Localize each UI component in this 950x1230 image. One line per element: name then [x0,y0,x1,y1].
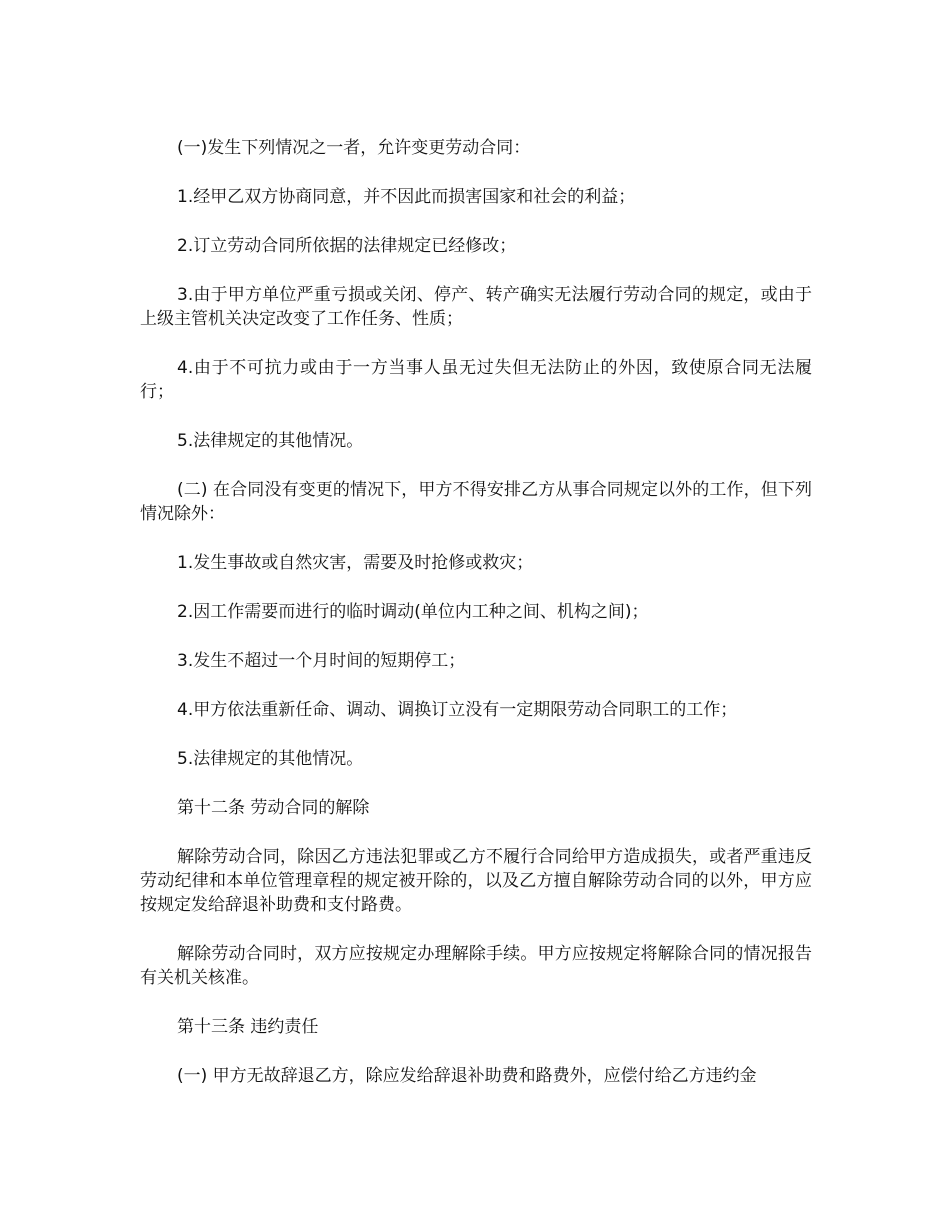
paragraph-change-item-4: 4.由于不可抗力或由于一方当事人虽无过失但无法防止的外因，致使原合同无法履行； [140,358,812,402]
paragraph-change-item-1: 1.经甲乙双方协商同意，并不因此而损害国家和社会的利益； [177,187,636,207]
paragraph-change-item-2: 2.订立劳动合同所依据的法律规定已经修改； [177,236,517,256]
paragraph-exception-item-4: 4.甲方依法重新任命、调动、调换订立没有一定期限劳动合同职工的工作； [177,700,738,720]
paragraph-exception-item-5: 5.法律规定的其他情况。 [177,749,364,769]
paragraph-exception-item-3: 3.发生不超过一个月时间的短期停工； [177,651,466,671]
paragraph-change-conditions-heading: (一)发生下列情况之一者，允许变更劳动合同： [177,138,531,158]
paragraph-termination-compensation: 解除劳动合同，除因乙方违法犯罪或乙方不履行合同给甲方造成损失，或者严重违反劳动纪律和本单位管理章程的规定被开除的，以及乙方擅自解除劳动合同的以外，甲方应按规定发给辞退补助费和支付路费。 [140,847,812,915]
paragraph-change-item-5: 5.法律规定的其他情况。 [177,431,364,451]
paragraph-exception-item-1: 1.发生事故或自然灾害，需要及时抢修或救灾； [177,553,534,573]
paragraph-liability-item-1: (一) 甲方无故辞退乙方，除应发给辞退补助费和路费外，应偿付给乙方违约金 [177,1066,757,1086]
paragraph-termination-procedure: 解除劳动合同时，双方应按规定办理解除手续。甲方应按规定将解除合同的情况报告有关机关核准。 [140,944,812,988]
article-12-heading: 第十二条 劳动合同的解除 [177,798,370,818]
paragraph-work-assignment-heading: (二) 在合同没有变更的情况下，甲方不得安排乙方从事合同规定以外的工作，但下列情况除外： [140,480,812,524]
document-body [140,136,812,1113]
article-13-heading: 第十三条 违约责任 [177,1017,319,1037]
paragraph-exception-item-2: 2.因工作需要而进行的临时调动(单位内工种之间、机构之间)； [177,602,649,622]
paragraph-change-item-3: 3.由于甲方单位严重亏损或关闭、停产、转产确实无法履行劳动合同的规定，或由于上级主管机关决定改变了工作任务、性质； [140,285,812,329]
